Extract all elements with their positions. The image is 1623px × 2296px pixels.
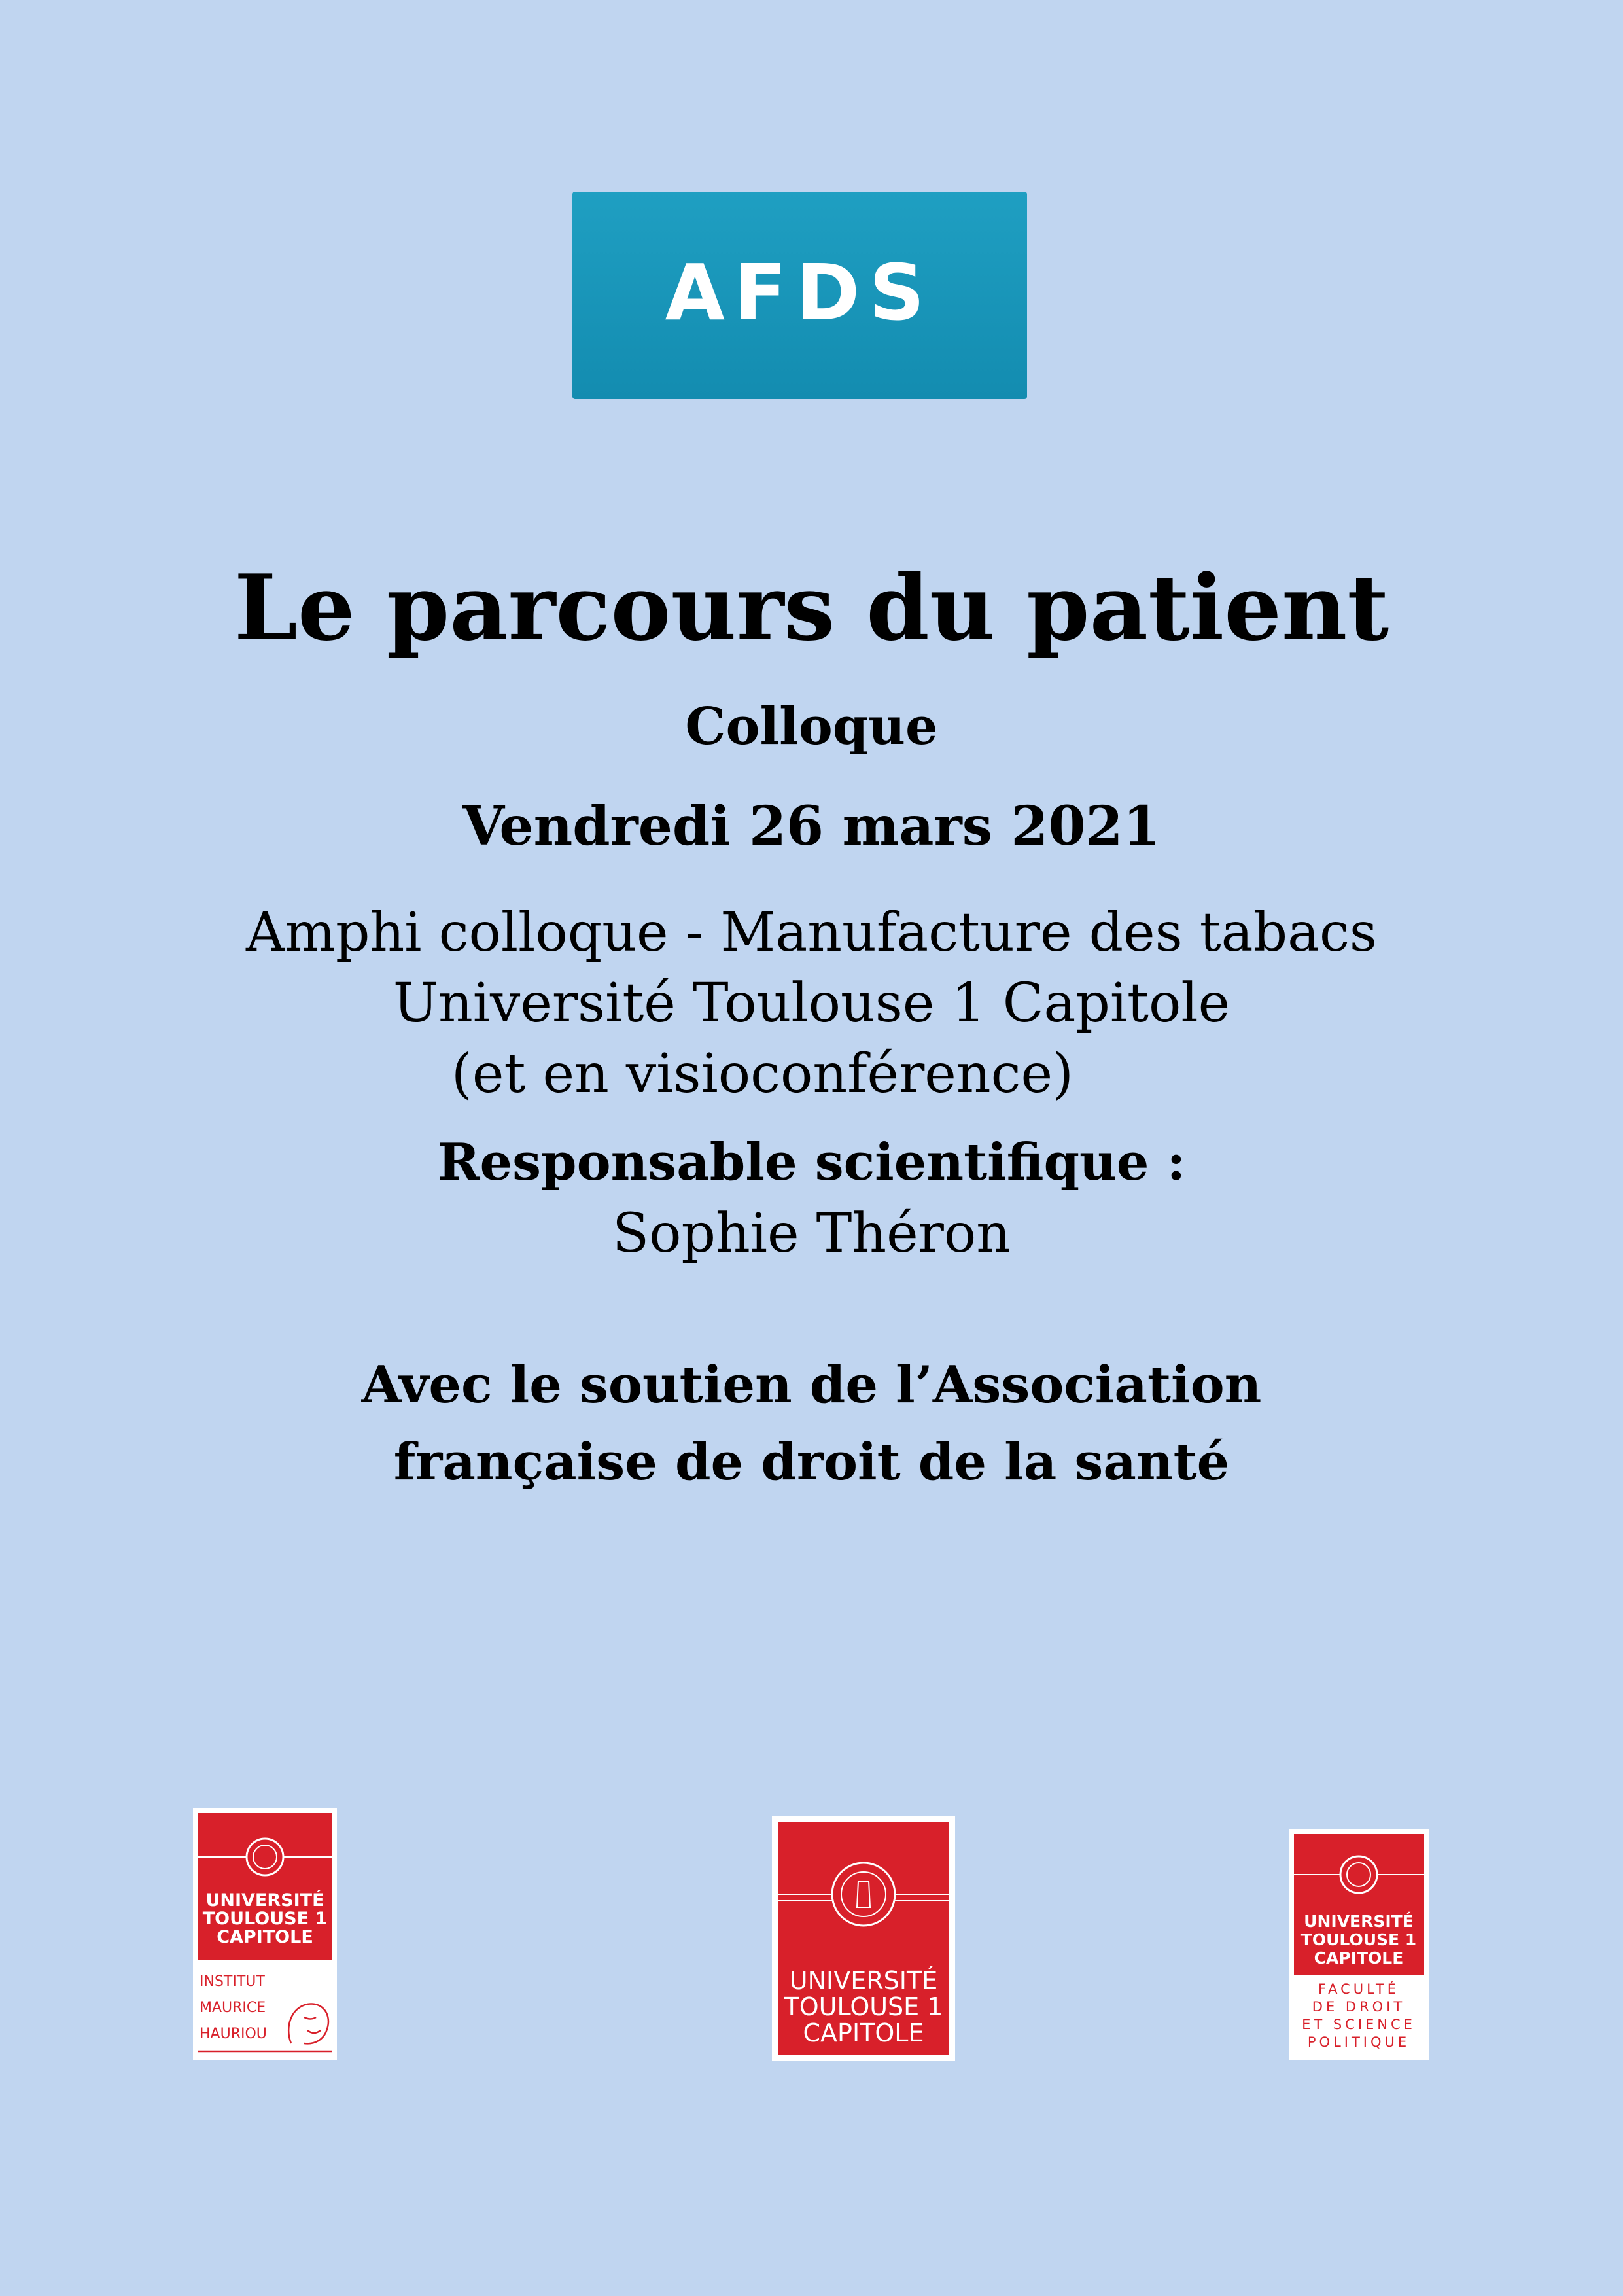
event-date: Vendredi 26 mars 2021 — [462, 795, 1161, 858]
institut-line-2: MAURICE — [200, 2000, 266, 2016]
venue-line-1: Amphi colloque - Manufacture des tabacs — [246, 902, 1377, 964]
univ-line-1: UNIVERSITÉ — [789, 1966, 938, 1995]
univ-line-2: TOULOUSE 1 — [202, 1909, 328, 1929]
ut1-faculte-droit-logo — [1289, 1829, 1429, 2060]
faculte-line-4: POLITIQUE — [1307, 2034, 1410, 2050]
venue-line-2: Université Toulouse 1 Capitole — [393, 972, 1230, 1034]
univ-line-3: CAPITOLE — [803, 2019, 924, 2047]
univ-line-3: CAPITOLE — [217, 1927, 313, 1947]
faculte-line-3: ET SCIENCE — [1302, 2017, 1416, 2032]
faculte-line-1: FACULTÉ — [1318, 1981, 1400, 1997]
page-title: Le parcours du patient — [234, 554, 1389, 661]
venue-block — [0, 898, 1623, 1110]
seal-icon — [247, 1839, 283, 1875]
responsable-label: Responsable scientifique : — [437, 1133, 1186, 1192]
univ-line-1: UNIVERSITÉ — [205, 1890, 324, 1911]
afds-logo — [572, 192, 1027, 399]
univ-line-3: CAPITOLE — [1314, 1949, 1404, 1968]
afds-logo-text: AFDS — [665, 247, 934, 338]
responsable-name: Sophie Théron — [612, 1203, 1011, 1265]
event-type: Colloque — [685, 697, 938, 756]
faculte-line-2: DE DROIT — [1312, 1999, 1406, 2015]
venue-line-3: (et en visioconférence) — [451, 1043, 1074, 1105]
univ-line-2: TOULOUSE 1 — [784, 1992, 943, 2021]
univ-line-2: TOULOUSE 1 — [1300, 1930, 1417, 1949]
ut1-logo — [772, 1816, 955, 2061]
institut-line-1: INSTITUT — [200, 1973, 265, 1990]
support-line-1: Avec le soutien de l’Association — [361, 1355, 1262, 1415]
institut-line-3: HAURIOU — [200, 2026, 267, 2042]
seal-icon — [1340, 1856, 1377, 1893]
ut1-institut-hauriou-logo — [193, 1808, 337, 2060]
support-text — [0, 1347, 1623, 1501]
univ-line-1: UNIVERSITÉ — [1304, 1912, 1414, 1931]
support-line-2: française de droit de la santé — [393, 1432, 1230, 1492]
